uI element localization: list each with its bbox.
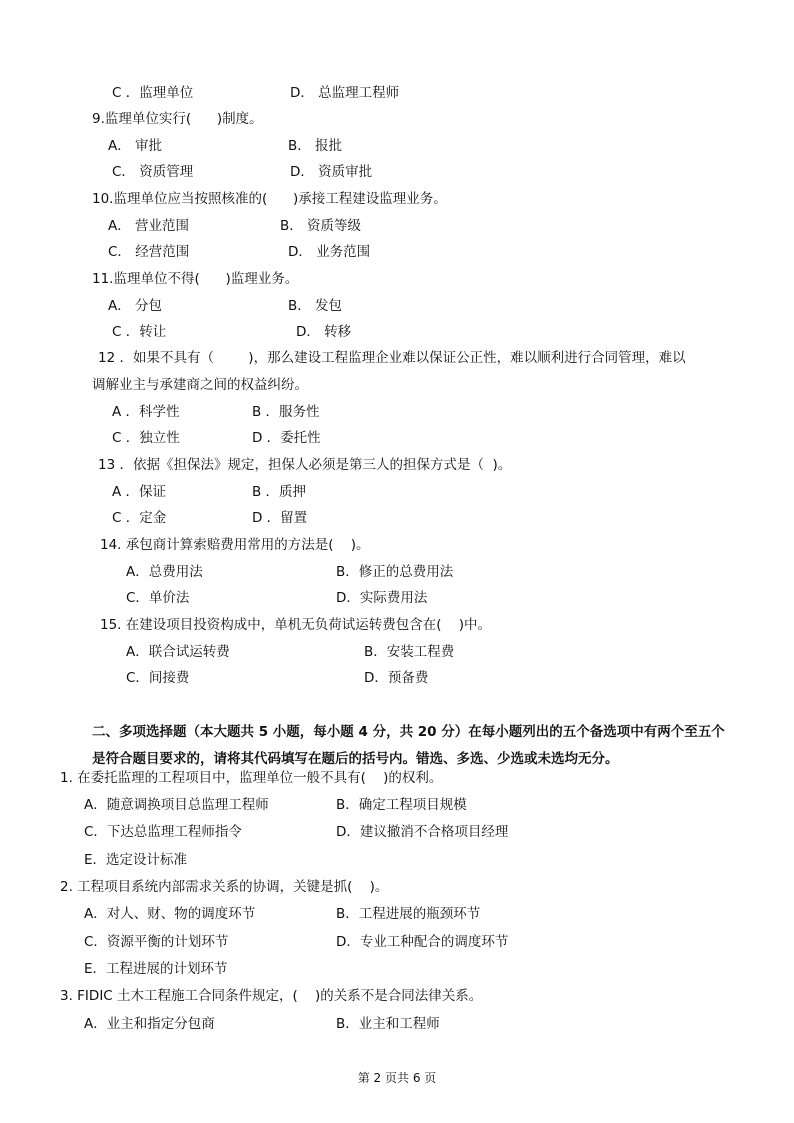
q12-stem-line1: 12 ．如果不具有（ )，那么建设工程监理企业难以保证公正性，难以顺利进行合同管理，难以 [98,350,686,366]
q9-option-b: B． 报批 [288,138,343,154]
q11-option-d: D． 转移 [296,324,352,340]
q13-option-c: C ．定金 [112,510,167,526]
q12-option-d: D ．委托性 [252,430,321,446]
q11-stem: 11.监理单位不得( )监理业务。 [92,271,299,287]
section2-heading-line1: 二、多项选择题（本大题共 5 小题，每小题 4 分，共 20 分）在每小题列出的五个备选项中有两个至五个 [92,724,725,740]
q11-option-b: B． 发包 [288,298,343,314]
q13-option-d: D ．留置 [252,510,308,526]
q9-stem: 9.监理单位实行( )制度。 [92,111,263,127]
m3-stem: 3. FIDIC 土木工程施工合同条件规定，( )的关系不是合同法律关系。 [60,988,483,1004]
q15-stem: 15. 在建设项目投资构成中，单机无负荷试运转费包含在( )中。 [100,617,491,633]
m3-option-b: B．业主和工程师 [336,1016,440,1032]
q13-option-b: B ．质押 [252,484,307,500]
q9-option-a: A． 审批 [108,138,163,154]
m2-option-e: E．工程进展的计划环节 [84,961,228,977]
q10-option-b: B． 资质等级 [280,218,362,234]
q12-option-b: B ．服务性 [252,404,320,420]
q15-option-a: A．联合试运转费 [126,644,230,660]
q11-option-c: C ．转让 [112,324,167,340]
section2-heading-line2: 是符合题目要求的，请将其代码填写在题后的括号内。错选、多选、少选或未选均无分。 [92,751,619,767]
q14-option-a: A．总费用法 [126,564,203,580]
q14-option-b: B．修正的总费用法 [336,564,454,580]
q14-stem: 14. 承包商计算索赔费用常用的方法是( )。 [100,537,370,553]
m2-option-b: B．工程进展的瓶颈环节 [336,906,481,922]
q12-stem-line2: 调解业主与承建商之间的权益纠纷。 [92,377,308,393]
m1-option-a: A．随意调换项目总监理工程师 [84,797,269,813]
q13-stem: 13 ．依据《担保法》规定，担保人必须是第三人的担保方式是（ )。 [98,457,512,473]
m2-stem: 2. 工程项目系统内部需求关系的协调，关键是抓( )。 [60,879,389,895]
q10-option-d: D． 业务范围 [288,244,371,260]
m1-option-c: C．下达总监理工程师指令 [84,824,242,840]
m2-option-a: A．对人、财、物的调度环节 [84,906,256,922]
q8-option-c: C ．监理单位 [112,85,194,101]
q11-option-a: A． 分包 [108,298,163,314]
m1-option-e: E．选定设计标准 [84,852,188,868]
q13-option-a: A ．保证 [112,484,167,500]
q12-option-a: A ．科学性 [112,404,180,420]
q10-option-c: C． 经营范围 [108,244,190,260]
m1-option-b: B．确定工程项目规模 [336,797,467,813]
page-footer: 第 2 页共 6 页 [357,1071,437,1085]
q10-stem: 10.监理单位应当按照核准的( )承接工程建设监理业务。 [92,191,447,207]
m2-option-d: D．专业工种配合的调度环节 [336,934,509,950]
q9-option-c: C． 资质管理 [112,164,194,180]
q15-option-c: C．间接费 [126,670,190,686]
q12-option-c: C ．独立性 [112,430,180,446]
q15-option-d: D．预备费 [364,670,429,686]
q14-option-c: C．单价法 [126,590,190,606]
m2-option-c: C．资源平衡的计划环节 [84,934,229,950]
m1-option-d: D．建议撤消不合格项目经理 [336,824,509,840]
q10-option-a: A． 营业范围 [108,218,190,234]
q9-option-d: D． 资质审批 [290,164,373,180]
q14-option-d: D．实际费用法 [336,590,428,606]
m3-option-a: A．业主和指定分包商 [84,1016,215,1032]
q15-option-b: B．安装工程费 [364,644,455,660]
m1-stem: 1. 在委托监理的工程项目中，监理单位一般不具有( )的权利。 [60,770,443,786]
q8-option-d: D． 总监理工程师 [290,85,400,101]
